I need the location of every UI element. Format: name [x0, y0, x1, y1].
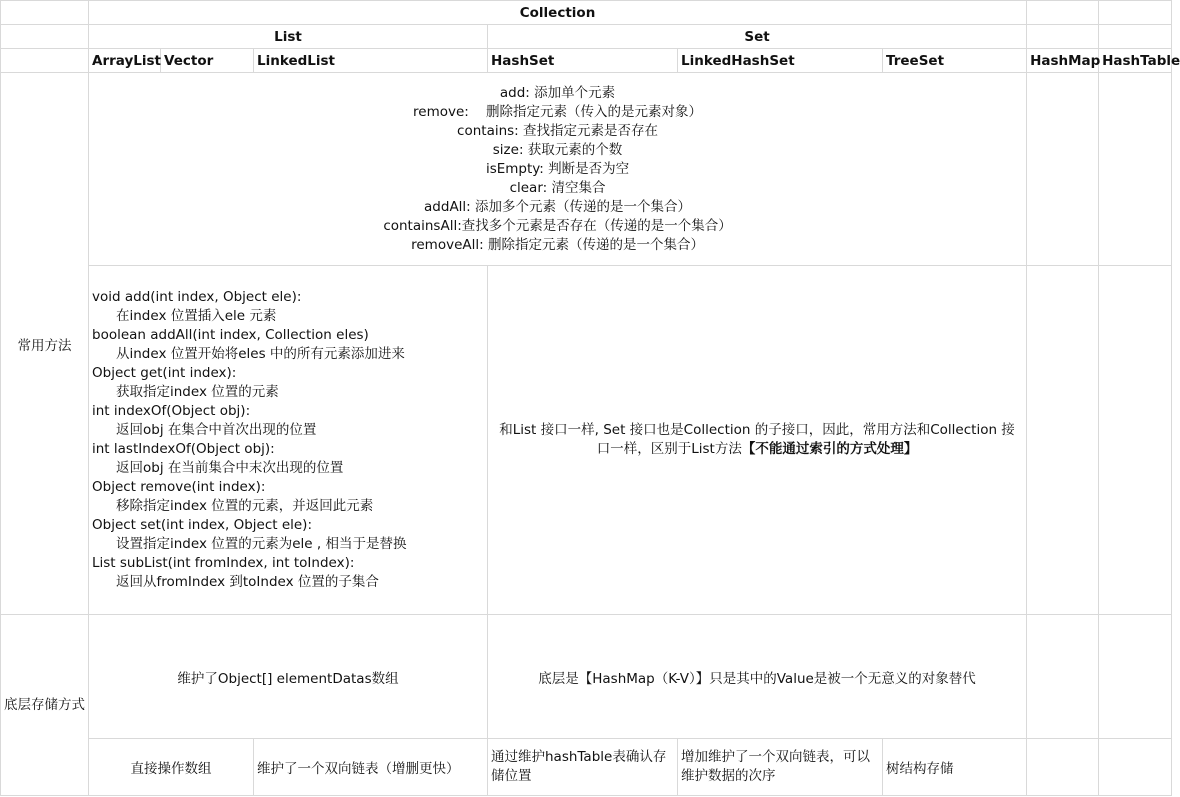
hashtable-methods-cell[interactable]	[1099, 266, 1172, 615]
list-method-description: 返回obj 在集合中首次出现的位置	[116, 422, 317, 438]
corner-cell[interactable]	[1, 49, 89, 73]
collection-header[interactable]: Collection	[89, 1, 1027, 25]
treeset-header[interactable]: TreeSet	[883, 49, 1027, 73]
arraylist-header[interactable]: ArrayList	[89, 49, 161, 73]
hashtable-storage-cell[interactable]	[1099, 739, 1172, 796]
list-method-signature: Object get(int index):	[92, 365, 237, 381]
hashmap-methods-cell[interactable]	[1027, 266, 1099, 615]
hashmap-storage-cell[interactable]	[1027, 615, 1099, 739]
linkedlist-storage-cell[interactable]: 维护了一个双向链表（增删更快）	[254, 739, 488, 796]
list-method-signature: boolean addAll(int index, Collection eles)	[92, 327, 369, 343]
collection-method-line: add: 添加单个元素	[499, 84, 616, 101]
collection-method-line: removeAll: 删除指定元素（传递的是一个集合）	[411, 236, 704, 253]
list-method-signature: int lastIndexOf(Object obj):	[92, 441, 275, 457]
collection-method-line: clear: 清空集合	[509, 179, 606, 196]
list-method-description: 从index 位置开始将eles 中的所有元素添加进来	[116, 346, 405, 362]
list-method-signature: Object remove(int index):	[92, 479, 266, 495]
set-storage-cell[interactable]: 底层是【HashMap（K-V）】只是其中的Value是被一个无意义的对象替代	[488, 615, 1027, 739]
hashset-storage-cell[interactable]: 通过维护hashTable表确认存储位置	[488, 739, 678, 796]
list-methods-cell[interactable]	[89, 266, 488, 615]
list-header[interactable]: List	[89, 25, 488, 49]
hashmap-header[interactable]: HashMap	[1027, 49, 1099, 73]
list-method-signature: int indexOf(Object obj):	[92, 403, 251, 419]
set-methods-text: 和List 接口一样, Set 接口也是Collection 的子接口，因此，常用方法和Collection 接口一样，区别于List方法	[499, 422, 1015, 457]
empty-header-cell[interactable]	[1099, 25, 1172, 49]
list-method-signature: List subList(int fromIndex, int toIndex):	[92, 555, 355, 571]
storage-label[interactable]: 底层存储方式	[1, 615, 89, 796]
collection-method-line: containsAll:查找多个元素是否存在（传递的是一个集合）	[383, 217, 732, 234]
hashset-header[interactable]: HashSet	[488, 49, 678, 73]
hashmap-methods-cell[interactable]	[1027, 73, 1099, 266]
linkedlist-header[interactable]: LinkedList	[254, 49, 488, 73]
set-methods-cell[interactable]	[488, 266, 1027, 615]
empty-header-cell[interactable]	[1099, 1, 1172, 25]
collection-method-line: contains: 查找指定元素是否存在	[457, 122, 659, 139]
corner-cell[interactable]	[1, 25, 89, 49]
hashmap-storage-cell[interactable]	[1027, 739, 1099, 796]
list-method-description: 在index 位置插入ele 元素	[116, 308, 277, 324]
list-method-signature: Object set(int index, Object ele):	[92, 517, 313, 533]
arraylist-vector-storage-cell[interactable]: 直接操作数组	[89, 739, 254, 796]
hashtable-storage-cell[interactable]	[1099, 615, 1172, 739]
set-methods-emphasis: 【不能通过索引的方式处理】	[741, 441, 918, 457]
corner-cell[interactable]	[1, 1, 89, 25]
list-method-description: 获取指定index 位置的元素	[116, 384, 279, 400]
set-header[interactable]: Set	[488, 25, 1027, 49]
collection-method-line: size: 获取元素的个数	[492, 141, 623, 158]
list-storage-cell[interactable]: 维护了Object[] elementDatas数组	[89, 615, 488, 739]
hashtable-methods-cell[interactable]	[1099, 73, 1172, 266]
empty-header-cell[interactable]	[1027, 25, 1099, 49]
collection-method-line: isEmpty: 判断是否为空	[485, 160, 630, 177]
treeset-storage-cell[interactable]: 树结构存储	[883, 739, 1027, 796]
list-method-description: 设置指定index 位置的元素为ele , 相当于是替换	[116, 536, 407, 552]
list-method-description: 返回obj 在当前集合中末次出现的位置	[116, 460, 344, 476]
list-method-description: 返回从fromIndex 到toIndex 位置的子集合	[116, 574, 379, 590]
vector-header[interactable]: Vector	[161, 49, 254, 73]
linkedhashset-header[interactable]: LinkedHashSet	[678, 49, 883, 73]
list-method-signature: void add(int index, Object ele):	[92, 289, 302, 305]
hashtable-header[interactable]: HashTable	[1099, 49, 1172, 73]
empty-header-cell[interactable]	[1027, 1, 1099, 25]
linkedhashset-storage-cell[interactable]: 增加维护了一个双向链表，可以维护数据的次序	[678, 739, 883, 796]
list-method-description: 移除指定index 位置的元素，并返回此元素	[116, 498, 374, 514]
common-methods-label[interactable]: 常用方法	[1, 73, 89, 615]
collection-method-line: addAll: 添加多个元素（传递的是一个集合）	[424, 198, 692, 215]
collection-methods-cell[interactable]	[89, 73, 1027, 266]
collection-method-line: remove: 删除指定元素（传入的是元素对象）	[413, 103, 703, 120]
